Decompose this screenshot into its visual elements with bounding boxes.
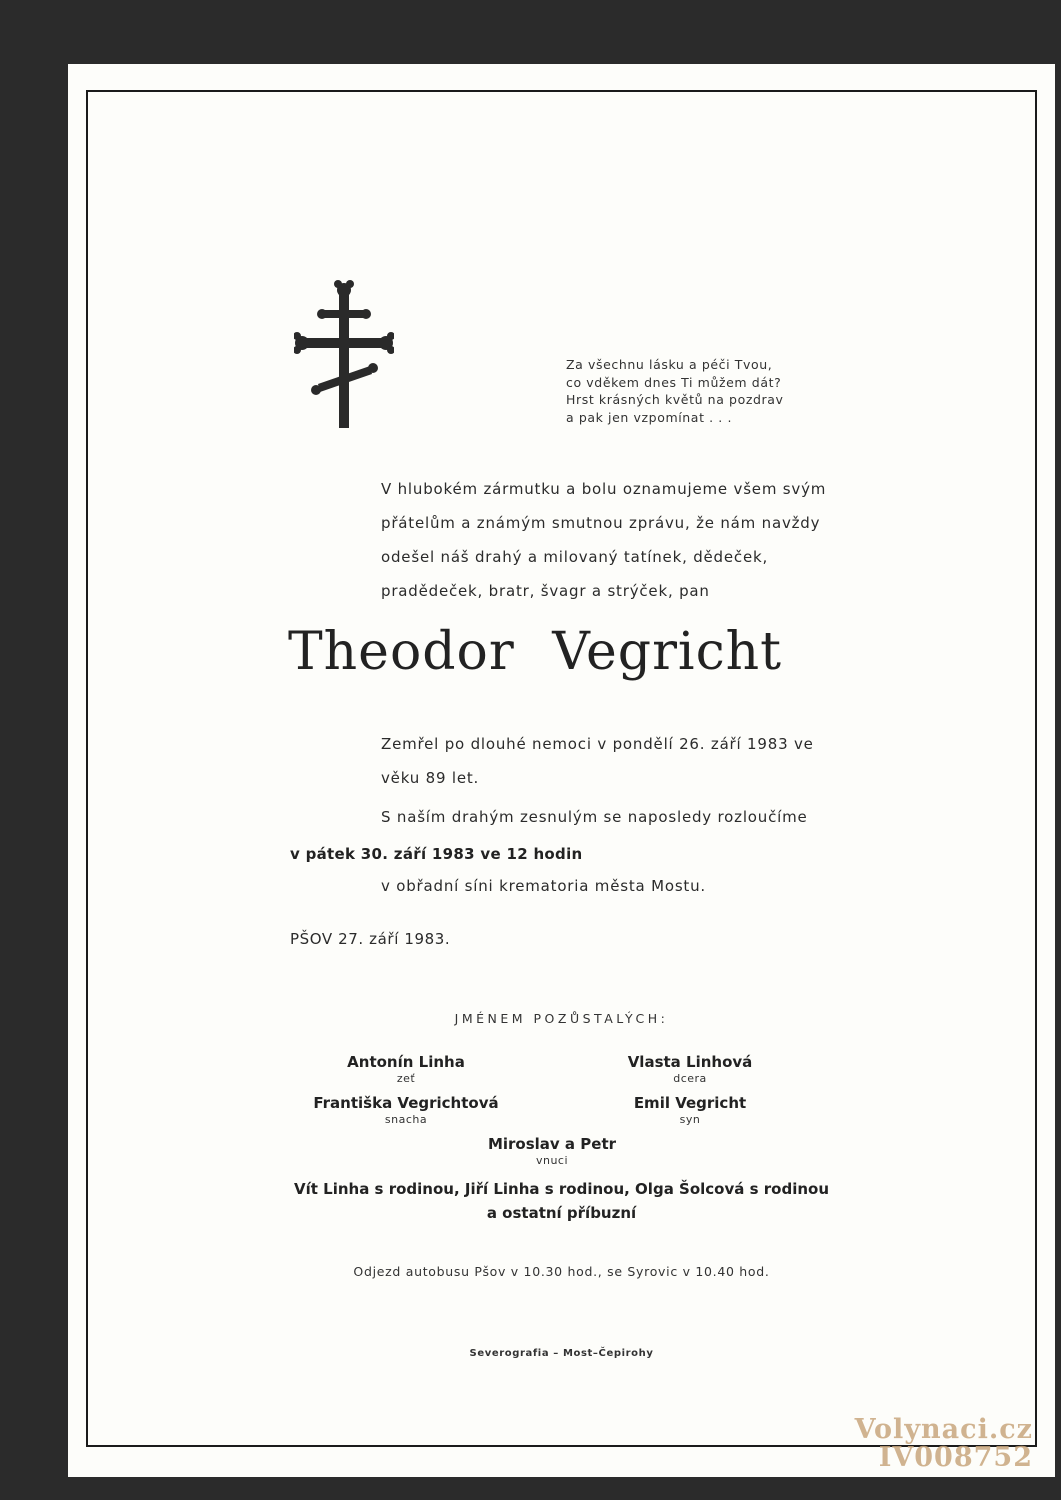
mourner-entry [321,1053,491,1085]
orthodox-cross-icon [294,280,394,430]
announcement-paragraph [381,472,851,608]
announcement-line: pradědeček, bratr, švagr a strýček, pan [381,582,710,600]
mourner-relation: snacha [384,1113,428,1126]
relatives-line: Vít Linha s rodinou, Jiří Linha s rodinou, Olga Šolcová s rodinou [294,1180,829,1198]
memorial-poem [566,356,826,426]
announcement-line: přátelům a známým smutnou zprávu, že nám navždy [381,514,821,532]
mourners-heading: JMÉNEM POZŮSTALÝCH: [454,1011,669,1026]
announcement-line: V hlubokém zármutku a bolu oznamujeme všem svým [381,480,827,498]
poem-line: Za všechnu lásku a péči Tvou, [566,357,773,372]
death-details [381,727,851,795]
mourner-relation: zeť [396,1072,416,1085]
farewell-text: S naším drahým zesnulým se naposledy rozloučíme [381,808,808,826]
relatives-line: a ostatní příbuzní [486,1204,637,1222]
mourner-name: Miroslav a Petr [487,1135,617,1153]
watermark-id: IV008752 [878,1442,1033,1473]
printer-credit: Severografia – Most–Čepirohy [469,1348,654,1359]
mourner-name: Antonín Linha [347,1053,465,1071]
death-line: věku 89 let. [381,769,480,787]
mourner-entry [462,1135,642,1167]
mourner-name: Františka Vegrichtová [313,1094,499,1112]
mourner-name: Vlasta Linhová [627,1053,753,1071]
poem-line: Hrst krásných květů na pozdrav [566,392,784,407]
watermark-site: Volynaci.cz [854,1414,1033,1445]
farewell-venue: v obřadní síni krematoria města Mostu. [381,877,706,895]
mourner-relation: vnuci [535,1154,569,1167]
other-relatives [68,1177,1055,1225]
mourner-entry [605,1094,775,1126]
mourner-entry [296,1094,516,1126]
bus-departure-note: Odjezd autobusu Pšov v 10.30 hod., se Syrovic v 10.40 hod. [353,1264,770,1279]
mourner-relation: syn [679,1113,701,1126]
poem-line: a pak jen vzpomínat . . . [566,409,733,425]
deceased-name: Theodor Vegricht [288,622,783,682]
mourner-name: Emil Vegricht [633,1094,747,1112]
obituary-sheet [68,64,1055,1477]
farewell-date: v pátek 30. září 1983 ve 12 hodin [290,845,583,863]
announcement-line: odešel náš drahý a milovaný tatínek, dědeček, [381,548,769,566]
poem-line: co vděkem dnes Ti můžem dát? [566,374,782,390]
mourner-entry [605,1053,775,1085]
place-and-date: PŠOV 27. září 1983. [290,930,451,948]
death-line: Zemřel po dlouhé nemoci v pondělí 26. září 1983 ve [381,735,814,753]
mourner-relation: dcera [673,1072,707,1085]
